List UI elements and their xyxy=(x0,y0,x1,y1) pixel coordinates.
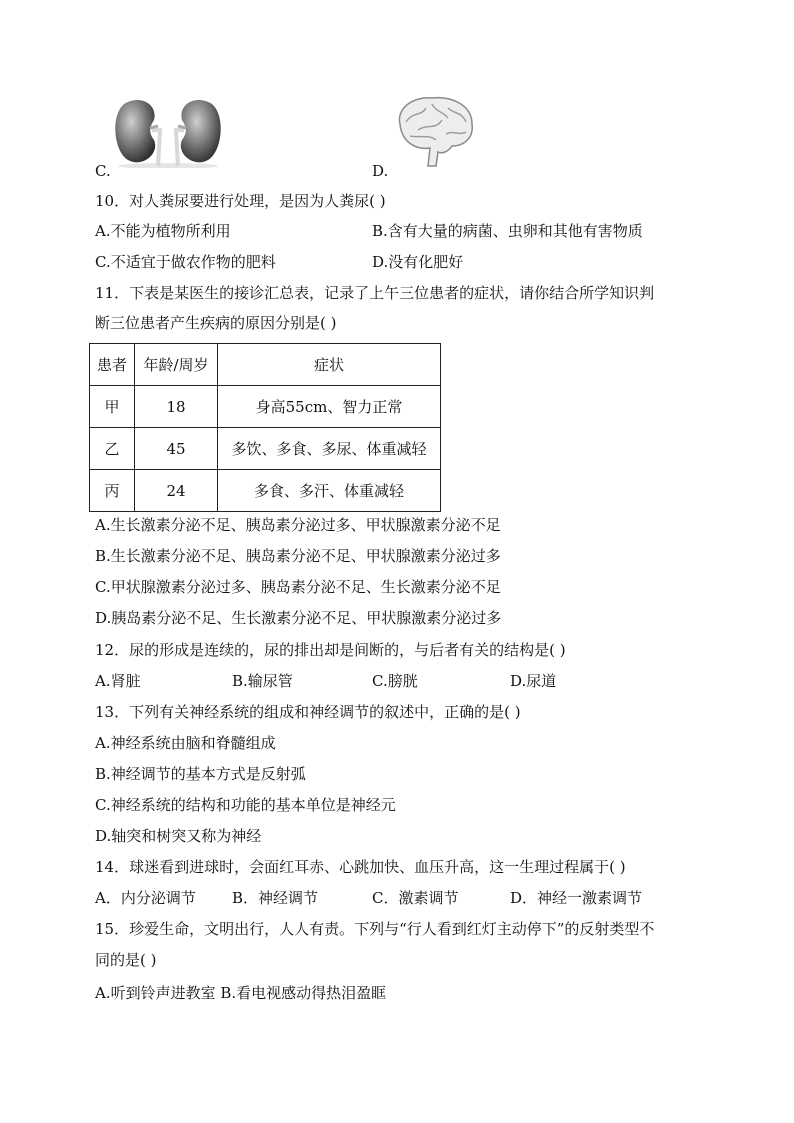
table-cell: 18 xyxy=(135,386,218,428)
question-15-stem-line2: 同的是( ) xyxy=(95,951,157,969)
q11-option-a: A.生长激素分泌不足、胰岛素分泌过多、甲状腺激素分泌不足 xyxy=(95,516,501,534)
table-header-cell: 患者 xyxy=(90,344,135,386)
table-cell: 多食、多汗、体重减轻 xyxy=(218,470,441,512)
table-cell: 丙 xyxy=(90,470,135,512)
q10-option-c: C.不适宜于做农作物的肥料 xyxy=(95,253,276,271)
table-cell: 身高55cm、智力正常 xyxy=(218,386,441,428)
q11-option-b: B.生长激素分泌不足、胰岛素分泌不足、甲状腺激素分泌过多 xyxy=(95,547,501,565)
q14-option-b: B．神经调节 xyxy=(232,889,319,907)
q13-option-b: B.神经调节的基本方式是反射弧 xyxy=(95,765,306,783)
kidneys-image xyxy=(112,96,224,168)
question-13-stem: 13．下列有关神经系统的组成和神经调节的叙述中，正确的是( ) xyxy=(95,703,521,721)
figure-d-label: D. xyxy=(372,162,389,180)
q10-option-d: D.没有化肥好 xyxy=(372,253,464,271)
question-11-stem-line1: 11．下表是某医生的接诊汇总表，记录了上午三位患者的症状，请你结合所学知识判 xyxy=(95,284,655,302)
q10-option-b: B.含有大量的病菌、虫卵和其他有害物质 xyxy=(372,222,643,240)
question-11-stem-line2: 断三位患者产生疾病的原因分别是( ) xyxy=(95,314,337,332)
table-cell: 多饮、多食、多尿、体重减轻 xyxy=(218,428,441,470)
table-row xyxy=(90,386,441,428)
q12-option-b: B.输尿管 xyxy=(232,672,293,690)
table-cell: 乙 xyxy=(90,428,135,470)
q11-option-d: D.胰岛素分泌不足、生长激素分泌不足、甲状腺激素分泌过多 xyxy=(95,609,502,627)
q12-option-a: A.肾脏 xyxy=(95,672,141,690)
figure-c-label: C. xyxy=(95,162,111,180)
table-row xyxy=(90,470,441,512)
table-cell: 45 xyxy=(135,428,218,470)
q13-option-a: A.神经系统由脑和脊髓组成 xyxy=(95,734,276,752)
q14-option-a: A．内分泌调节 xyxy=(95,889,196,907)
q11-option-c: C.甲状腺激素分泌过多、胰岛素分泌不足、生长激素分泌不足 xyxy=(95,578,501,596)
table-cell: 甲 xyxy=(90,386,135,428)
q15-options-line: A.听到铃声进教室 B.看电视感动得热泪盈眶 xyxy=(95,984,387,1002)
symptom-table xyxy=(89,343,441,512)
q13-option-c: C.神经系统的结构和功能的基本单位是神经元 xyxy=(95,796,396,814)
q10-option-a: A.不能为植物所利用 xyxy=(95,222,231,240)
question-15-stem-line1: 15．珍爱生命，文明出行，人人有责。下列与“行人看到红灯主动停下”的反射类型不 xyxy=(95,920,655,938)
table-header-cell: 年龄/周岁 xyxy=(135,344,218,386)
question-12-stem: 12．尿的形成是连续的，尿的排出却是间断的，与后者有关的结构是( ) xyxy=(95,641,566,659)
brain-image xyxy=(392,94,476,170)
table-header-row xyxy=(90,344,441,386)
q13-option-d: D.轴突和树突又称为神经 xyxy=(95,827,262,845)
q12-option-d: D.尿道 xyxy=(510,672,557,690)
table-header-cell: 症状 xyxy=(218,344,441,386)
table-cell: 24 xyxy=(135,470,218,512)
q14-option-c: C．激素调节 xyxy=(372,889,459,907)
question-10-stem: 10．对人粪尿要进行处理，是因为人粪尿( ) xyxy=(95,192,386,210)
q12-option-c: C.膀胱 xyxy=(372,672,418,690)
q14-option-d: D．神经一激素调节 xyxy=(510,889,643,907)
question-14-stem: 14．球迷看到进球时，会面红耳赤、心跳加快、血压升高，这一生理过程属于( ) xyxy=(95,858,626,876)
table-row xyxy=(90,428,441,470)
